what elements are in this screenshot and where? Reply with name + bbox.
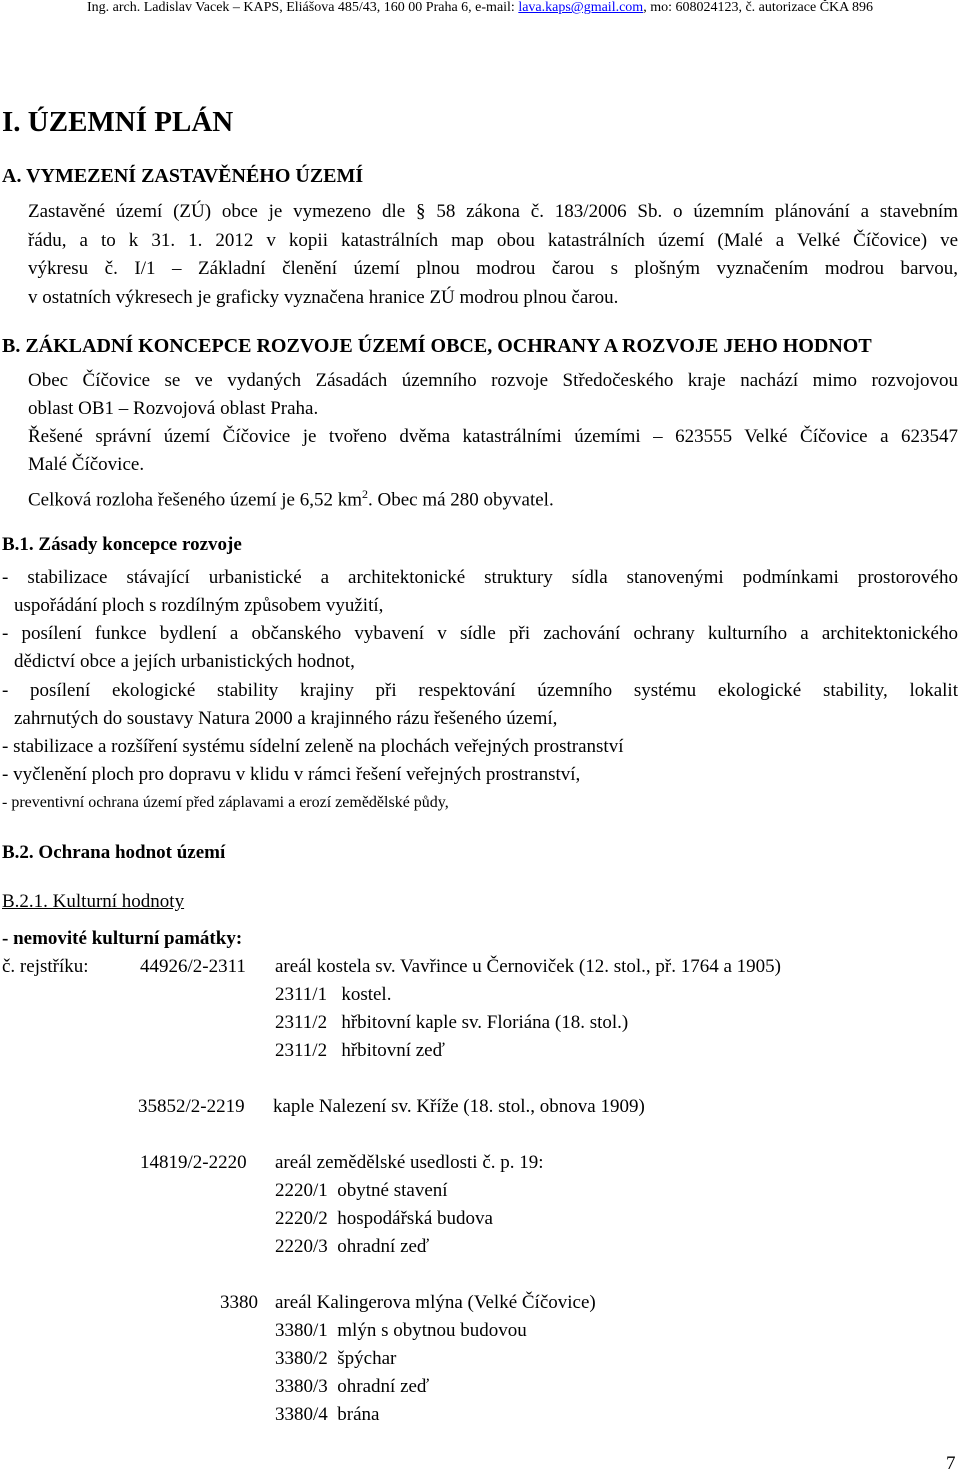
item-name: hospodářská budova (337, 1208, 493, 1229)
email-link[interactable]: lava.kaps@gmail.com (518, 0, 644, 15)
section-a-line: výkresu č. I/1 – Základní členění území plnou modrou čarou s plošným vyznačením modrou barvou, (28, 258, 958, 279)
monument-title: areál zemědělské usedlosti č. p. 19: (275, 1152, 544, 1173)
section-b-line: oblast OB1 – Rozvojová oblast Praha. (28, 398, 319, 419)
section-b-line: Obec Číčovice se ve vydaných Zásadách územního rozvoje Středočeského kraje nachází mimo rozvojovou (28, 370, 958, 391)
monument-item (275, 1177, 448, 1205)
section-a-heading: A. VYMEZENÍ ZASTAVĚNÉHO ÚZEMÍ (2, 165, 364, 187)
section-a-line: Zastavěné území (ZÚ) obce je vymezeno dle § 58 zákona č. 183/2006 Sb. o územním plánování a stavebním (28, 201, 958, 222)
item-name: mlýn s obytnou budovou (337, 1320, 527, 1341)
section-b-heading: B. ZÁKLADNÍ KONCEPCE ROZVOJE ÚZEMÍ OBCE, OCHRANY A ROZVOJE JEHO HODNOT (2, 335, 872, 357)
page-header (0, 0, 960, 16)
item-code: 2220/1 (275, 1180, 328, 1201)
register-label: č. rejstříku: (2, 956, 89, 977)
section-b2-heading: B.2. Ochrana hodnot území (2, 842, 226, 863)
item-name: ohradní zeď (337, 1376, 430, 1397)
item-code: 3380/1 (275, 1320, 328, 1341)
b1-item: - preventivní ochrana území před záplavami a erozí zemědělské půdy, (2, 794, 449, 811)
area-statement (28, 480, 554, 514)
area-sup: 2 (361, 487, 368, 501)
monuments-heading: - nemovité kulturní památky: (2, 928, 243, 949)
register-number: 14819/2-2220 (140, 1152, 247, 1173)
item-code: 2220/3 (275, 1236, 328, 1257)
section-b1-heading: B.1. Zásady koncepce rozvoje (2, 534, 242, 555)
item-name: kostel. (341, 984, 392, 1005)
item-name: brána (337, 1404, 380, 1425)
item-name: hřbitovní zeď (341, 1040, 445, 1061)
register-number: 35852/2-2219 (138, 1096, 245, 1117)
monument-title: areál kostela sv. Vavřince u Černoviček (12. stol., př. 1764 a 1905) (275, 956, 782, 977)
b1-item: - stabilizace a rozšíření systému sídelní zeleně na plochách veřejných prostranství (2, 736, 624, 757)
b1-item: - posílení ekologické stability krajiny při respektování územního systému ekologické stability, lokalit (2, 680, 958, 701)
header-text-end: , mo: 608024123, č. autorizace ČKA 896 (643, 0, 873, 15)
section-a-line: řádu, a to k 31. 1. 2012 v kopii katastrálních map obou katastrálních území (Malé a Velké Číčovice) ve (28, 230, 958, 251)
monument-item (275, 1233, 429, 1261)
item-name: obytné stavení (337, 1180, 448, 1201)
b1-item: - posílení funkce bydlení a občanského vybavení v sídle při zachování ochrany kulturního a architektonického (2, 623, 958, 644)
monument-item (275, 1373, 429, 1401)
area-text: Celková rozloha řešeného území je 6,52 km (28, 489, 362, 511)
item-code: 3380/3 (275, 1376, 328, 1397)
monument-title: kaple Nalezení sv. Kříže (18. stol., obnova 1909) (273, 1096, 645, 1117)
item-code: 3380/4 (275, 1404, 328, 1425)
item-code: 2311/2 (275, 1040, 328, 1061)
item-code: 2311/2 (275, 1012, 328, 1033)
b1-item-cont: dědictví obce a jejích urbanistických hodnot, (14, 651, 355, 672)
item-name: špýchar (337, 1348, 397, 1369)
monument-title: areál Kalingerova mlýna (Velké Číčovice) (275, 1292, 596, 1313)
monument-item (275, 1009, 628, 1037)
page-title: I. ÚZEMNÍ PLÁN (2, 106, 234, 138)
section-a-line: v ostatních výkresech je graficky vyznačena hranice ZÚ modrou plnou čarou. (28, 287, 619, 308)
b1-item: - vyčlenění ploch pro dopravu v klidu v rámci řešení veřejných prostranství, (2, 764, 581, 785)
item-code: 3380/2 (275, 1348, 328, 1369)
area-after: . Obec má 280 obyvatel. (367, 489, 554, 511)
item-name: ohradní zeď (337, 1236, 430, 1257)
b1-item-cont: uspořádání ploch s rozdílným způsobem využití, (14, 595, 384, 616)
monument-item (275, 1205, 493, 1233)
item-name: hřbitovní kaple sv. Floriána (18. stol.) (341, 1012, 629, 1033)
item-code: 2220/2 (275, 1208, 328, 1229)
monument-item (275, 1345, 396, 1373)
b1-item-cont: zahrnutých do soustavy Natura 2000 a krajinného rázu řešeného území, (14, 708, 558, 729)
header-text: Ing. arch. Ladislav Vacek – KAPS, Eliášova 485/43, 160 00 Praha 6, e-mail: (87, 0, 519, 15)
item-code: 2311/1 (275, 984, 328, 1005)
register-number: 3380 (220, 1292, 258, 1313)
register-number: 44926/2-2311 (140, 956, 246, 977)
monument-item (275, 981, 391, 1009)
page-number: 7 (946, 1453, 956, 1474)
section-b-line: Malé Číčovice. (28, 454, 145, 475)
monument-item (275, 1317, 527, 1345)
monument-item (275, 1401, 379, 1429)
section-b21-heading: B.2.1. Kulturní hodnoty (2, 891, 185, 912)
section-b-line: Řešené správní území Číčovice je tvořeno dvěma katastrálními územími – 623555 Velké Číčovice a 623547 (28, 426, 958, 447)
b1-item: - stabilizace stávající urbanistické a architektonické struktury sídla stanovenými podmínkami prostorového (2, 567, 958, 588)
monument-item (275, 1037, 445, 1065)
